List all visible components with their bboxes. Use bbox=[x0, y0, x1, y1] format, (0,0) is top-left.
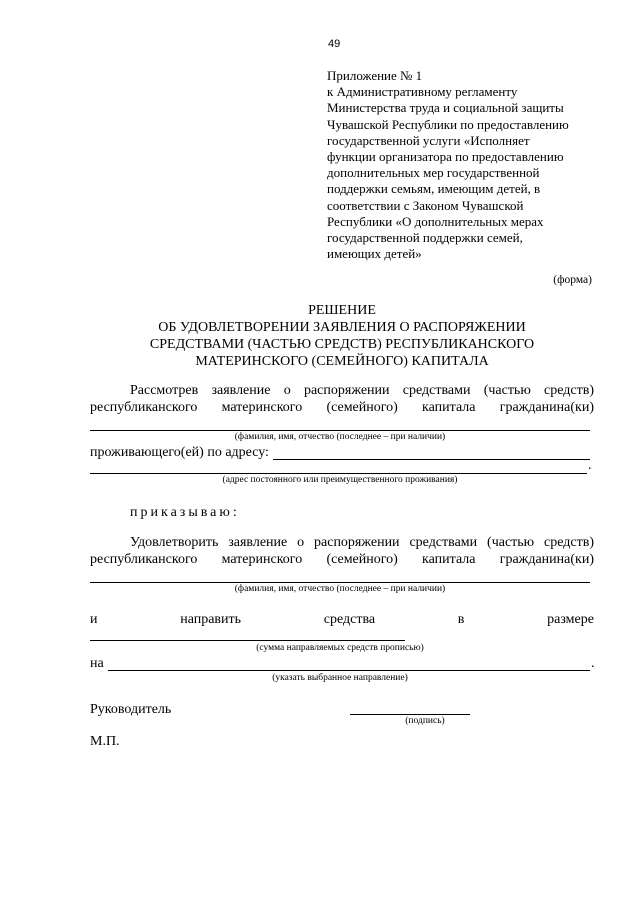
para2-line-1: Удовлетворить заявление о распоряжении средствами (частью средств) bbox=[130, 535, 594, 550]
direct-word: направить bbox=[180, 612, 242, 627]
direct-word: средства bbox=[323, 612, 376, 627]
fio-field-2[interactable] bbox=[90, 582, 590, 583]
direction-caption: (указать выбранное направление) bbox=[272, 673, 408, 683]
direct-word: размере bbox=[547, 612, 594, 627]
appendix-line: поддержки семьям, имеющим детей, в bbox=[327, 181, 541, 197]
appendix-line: Министерства труда и социальной защиты bbox=[327, 100, 564, 116]
appendix-block bbox=[327, 68, 617, 262]
sum-caption: (сумма направляемых средств прописью) bbox=[256, 643, 424, 653]
head-label: Руководитель bbox=[90, 702, 172, 717]
signature-field[interactable] bbox=[350, 714, 470, 715]
address-field-1[interactable] bbox=[273, 459, 590, 460]
address-label: проживающего(ей) по адресу: bbox=[90, 445, 269, 460]
direct-word: и bbox=[90, 612, 98, 627]
fio-caption-2: (фамилия, имя, отчество (последнее – при наличии) bbox=[234, 584, 446, 594]
address-caption: (адрес постоянного или преимущественного проживания) bbox=[222, 475, 458, 485]
fio-field-1[interactable] bbox=[90, 430, 590, 431]
title-line-4: МАТЕРИНСКОГО (СЕМЕЙНОГО) КАПИТАЛА bbox=[195, 354, 489, 369]
title-line-1: РЕШЕНИЕ bbox=[308, 303, 376, 318]
address-field-2[interactable] bbox=[90, 473, 587, 474]
appendix-line: к Административному регламенту bbox=[327, 84, 518, 100]
address-end-dot: . bbox=[588, 458, 592, 473]
para1-line-2: республиканского материнского (семейного) капитала гражданина(ки) bbox=[90, 400, 594, 415]
title-line-2: ОБ УДОВЛЕТВОРЕНИИ ЗАЯВЛЕНИЯ О РАСПОРЯЖЕНИИ bbox=[158, 320, 526, 335]
appendix-line: дополнительных мер государственной bbox=[327, 165, 540, 181]
direction-end-dot: . bbox=[591, 656, 595, 671]
appendix-line: имеющих детей» bbox=[327, 246, 422, 262]
para2-line-2: республиканского материнского (семейного) капитала гражданина(ки) bbox=[90, 552, 594, 567]
order-word: приказываю: bbox=[130, 505, 240, 520]
para1-line-1: Рассмотрев заявление о распоряжении средствами (частью средств) bbox=[130, 383, 594, 398]
appendix-line: Приложение № 1 bbox=[327, 68, 423, 83]
appendix-line: Чувашской Республики по предоставлению bbox=[327, 116, 569, 132]
fio-caption-1: (фамилия, имя, отчество (последнее – при наличии) bbox=[234, 432, 446, 442]
page-number: 49 bbox=[328, 38, 341, 50]
direct-funds-line bbox=[90, 612, 594, 628]
appendix-line: государственной поддержки семей, bbox=[327, 230, 523, 246]
direction-field[interactable] bbox=[108, 670, 590, 671]
appendix-line: соответствии с Законом Чувашской bbox=[327, 197, 524, 213]
form-label: (форма) bbox=[553, 274, 592, 286]
title-line-3: СРЕДСТВАМИ (ЧАСТЬЮ СРЕДСТВ) РЕСПУБЛИКАНСКОГО bbox=[149, 337, 535, 352]
stamp-label: М.П. bbox=[90, 734, 120, 749]
on-label: на bbox=[90, 656, 104, 671]
sum-field[interactable] bbox=[90, 640, 405, 641]
appendix-line: функции организатора по предоставлению bbox=[327, 149, 564, 165]
appendix-line: Республики «О дополнительных мерах bbox=[327, 213, 544, 229]
direct-word: в bbox=[457, 612, 465, 627]
signature-caption: (подпись) bbox=[405, 716, 445, 726]
appendix-line: государственной услуги «Исполняет bbox=[327, 132, 530, 148]
